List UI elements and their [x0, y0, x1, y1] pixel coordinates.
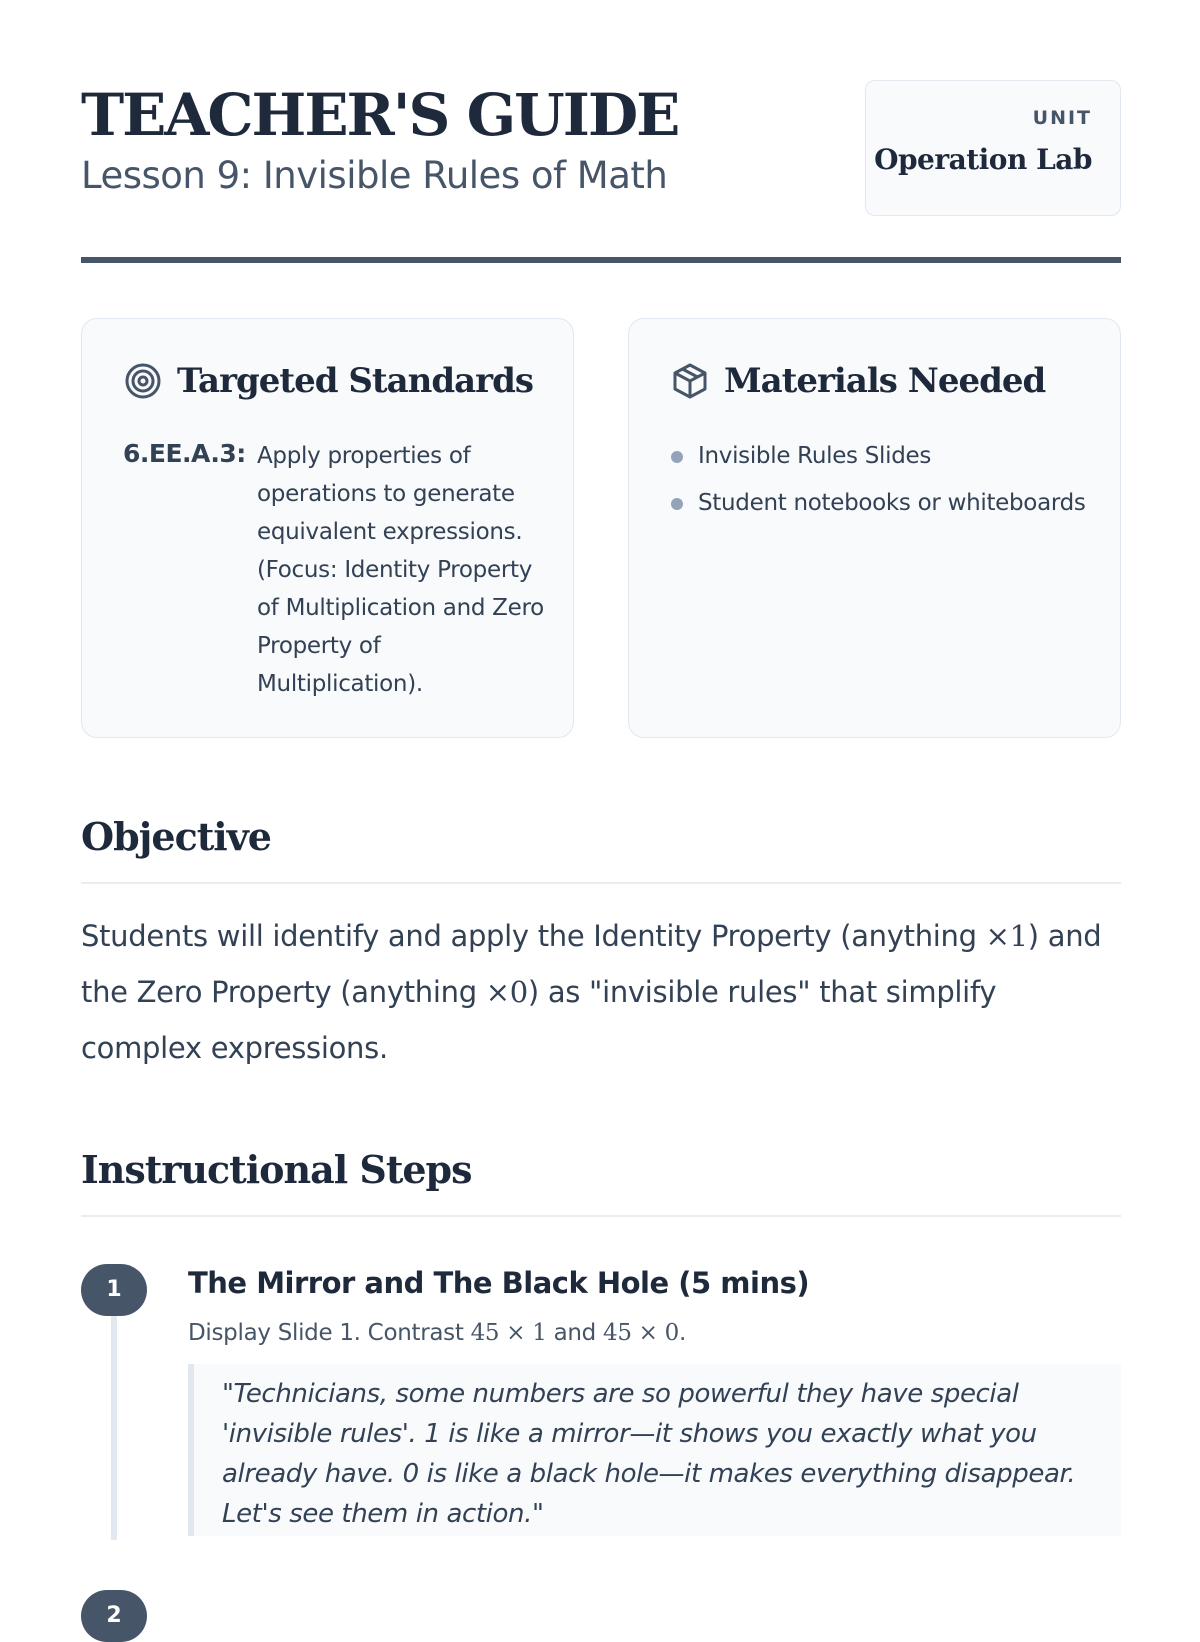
standards-card — [81, 318, 574, 738]
page-title: TEACHER'S GUIDE — [81, 81, 679, 149]
standard-text: Apply properties of operations to generate equivalent expressions. (Focus: Identity Property of Multiplication and Zero Property of Multiplication). — [257, 443, 544, 697]
steps-divider — [81, 1215, 1121, 1217]
list-item: Invisible Rules Slides — [670, 433, 1086, 480]
math-times-zero: ×0 — [485, 975, 528, 1009]
lesson-subtitle: Lesson 9: Invisible Rules of Math — [81, 154, 668, 197]
header-divider — [81, 257, 1121, 263]
step-timeline — [111, 1300, 117, 1540]
unit-badge — [865, 80, 1121, 216]
target-icon — [123, 361, 163, 401]
step-title: The Mirror and The Black Hole (5 mins) — [188, 1266, 810, 1300]
step-description: Display Slide 1. Contrast 45 × 1 and 45 × 0. — [188, 1320, 686, 1346]
materials-card-header — [670, 361, 1045, 401]
objective-text: Students will identify and apply the Identity Property (anything ×1) and the Zero Property (anything ×0) as "invisible rules" that simplify complex expressions. — [81, 919, 1102, 1065]
standard-code: 6.EE.A.3: — [123, 439, 246, 468]
standard-entry — [123, 437, 547, 703]
materials-card — [628, 318, 1121, 738]
unit-name: Operation Lab — [874, 143, 1092, 176]
step-number-badge: 1 — [81, 1264, 147, 1316]
materials-title: Materials Needed — [724, 361, 1046, 401]
box-icon — [670, 361, 710, 401]
teacher-script-quote: "Technicians, some numbers are so powerful they have special 'invisible rules'. 1 is like a mirror—it shows you exactly what you already have. 0 is like a black hole—it makes everything disappear. Let's see them in action." — [188, 1364, 1121, 1536]
unit-label: UNIT — [1032, 107, 1092, 129]
objective-heading: Objective — [81, 814, 271, 859]
standards-title: Targeted Standards — [177, 361, 533, 401]
math-times-one: ×1 — [985, 919, 1028, 953]
step-number-badge: 2 — [81, 1590, 147, 1642]
materials-list — [670, 433, 1086, 527]
list-item: Student notebooks or whiteboards — [670, 480, 1086, 527]
standards-card-header — [123, 361, 533, 401]
steps-heading: Instructional Steps — [81, 1147, 472, 1192]
objective-divider — [81, 882, 1121, 884]
page-header — [81, 80, 1121, 264]
